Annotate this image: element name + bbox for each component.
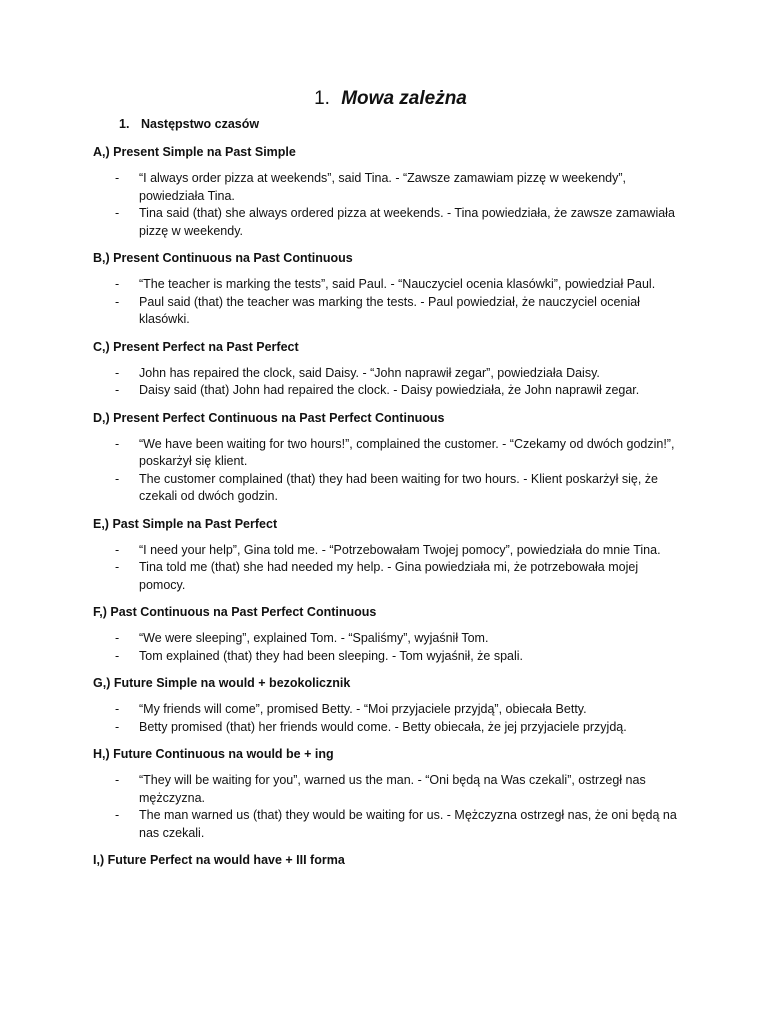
list-item-text: “I need your help”, Gina told me. - “Potrzebowałam Twojej pomocy”, powiedziała do mnie Tina. xyxy=(139,542,661,557)
list-item xyxy=(93,772,678,807)
sections-container xyxy=(93,144,678,869)
list-item-text: “We have been waiting for two hours!”, complained the customer. - “Czekamy od dwóch godzin!”, poskarżył się klient. xyxy=(139,436,675,468)
dash-bullet: - xyxy=(115,436,120,451)
section-heading: B,) Present Continuous na Past Continuous xyxy=(93,251,353,265)
section xyxy=(93,339,678,400)
page-title xyxy=(93,88,678,110)
list-item-text: Tina said (that) she always ordered pizza at weekends. - Tina powiedziała, że zawsze zamawiała pizzę w weekendy. xyxy=(139,206,675,238)
list-item-text: Paul said (that) the teacher was marking the tests. - Paul powiedział, że nauczyciel oceniał klasówki. xyxy=(139,294,640,326)
title-number: 1. xyxy=(314,88,330,109)
list-item-text: “They will be waiting for you”, warned us the man. - “Oni będą na Was czekali”, ostrzegł nas mężczyzna. xyxy=(139,773,646,805)
list-item xyxy=(93,719,678,737)
section xyxy=(93,250,678,329)
dash-bullet: - xyxy=(115,542,120,557)
list-item-text: “The teacher is marking the tests”, said Paul. - “Nauczyciel ocenia klasówki”, powiedział Paul. xyxy=(139,277,656,291)
list-item xyxy=(93,170,678,205)
list-item xyxy=(93,294,678,329)
section-heading: E,) Past Simple na Past Perfect xyxy=(93,516,278,531)
section xyxy=(93,675,678,736)
list-item-text: The customer complained (that) they had been waiting for two hours. - Klient poskarżył się, że czekali od dwóch godzin. xyxy=(139,471,659,503)
section-heading: A,) Present Simple na Past Simple xyxy=(93,145,296,159)
list-item-text: The man warned us (that) they would be waiting for us. - Mężczyzna ostrzegł nas, że oni będą na nas czekali. xyxy=(139,808,677,840)
dash-bullet: - xyxy=(115,365,120,380)
section-heading: I,) Future Perfect na would have + III forma xyxy=(93,853,345,867)
list-item xyxy=(93,630,678,648)
section xyxy=(93,144,678,240)
example-list xyxy=(93,276,678,329)
subheading-number: 1. xyxy=(119,117,130,131)
list-item-text: Tina told me (that) she had needed my help. - Gina powiedziała mi, że potrzebowała mojej pomocy. xyxy=(139,560,639,592)
dash-bullet: - xyxy=(115,383,120,397)
dash-bullet: - xyxy=(115,471,120,486)
list-item-text: “My friends will come”, promised Betty. - “Moi przyjaciele przyjdą”, obiecała Betty. xyxy=(139,702,587,716)
list-item-text: Daisy said (that) John had repaired the clock. - Daisy powiedziała, że John naprawił zegar. xyxy=(139,383,640,397)
example-list xyxy=(93,436,678,506)
list-item xyxy=(93,365,678,383)
example-list xyxy=(93,772,678,842)
section-heading: D,) Present Perfect Continuous na Past Perfect Continuous xyxy=(93,410,445,425)
section xyxy=(93,852,678,869)
example-list xyxy=(93,170,678,240)
list-item-text: Betty promised (that) her friends would come. - Betty obiecała, że jej przyjaciele przyjdą. xyxy=(139,719,627,734)
dash-bullet: - xyxy=(115,171,120,185)
section-heading: C,) Present Perfect na Past Perfect xyxy=(93,339,299,354)
subheading xyxy=(119,116,678,132)
list-item xyxy=(93,701,678,719)
title-text: Mowa zależna xyxy=(341,88,467,109)
section xyxy=(93,410,678,506)
list-item-text: John has repaired the clock, said Daisy. - “John naprawił zegar”, powiedziała Daisy. xyxy=(139,365,600,380)
example-list xyxy=(93,365,678,400)
list-item xyxy=(93,276,678,294)
section xyxy=(93,516,678,595)
list-item xyxy=(93,807,678,842)
dash-bullet: - xyxy=(115,560,120,574)
list-item-text: Tom explained (that) they had been sleeping. - Tom wyjaśnił, że spali. xyxy=(139,648,524,663)
example-list xyxy=(93,701,678,736)
list-item xyxy=(93,559,678,594)
list-item xyxy=(93,648,678,666)
list-item-text: “I always order pizza at weekends”, said Tina. - “Zawsze zamawiam pizzę w weekendy”, powiedziała Tina. xyxy=(139,171,626,203)
dash-bullet: - xyxy=(115,277,120,291)
section xyxy=(93,746,678,842)
dash-bullet: - xyxy=(115,648,120,663)
section-heading: H,) Future Continuous na would be + ing xyxy=(93,747,334,761)
section xyxy=(93,604,678,665)
dash-bullet: - xyxy=(115,294,120,309)
list-item xyxy=(93,382,678,400)
list-item xyxy=(93,542,678,560)
dash-bullet: - xyxy=(115,631,120,645)
dash-bullet: - xyxy=(115,808,120,822)
list-item xyxy=(93,436,678,471)
dash-bullet: - xyxy=(115,719,120,734)
subheading-text: Następstwo czasów xyxy=(141,117,260,131)
dash-bullet: - xyxy=(115,702,120,716)
example-list xyxy=(93,542,678,595)
section-heading: G,) Future Simple na would + bezokolicznik xyxy=(93,676,351,690)
list-item xyxy=(93,205,678,240)
dash-bullet: - xyxy=(115,773,120,787)
example-list xyxy=(93,630,678,665)
list-item-text: “We were sleeping”, explained Tom. - “Spaliśmy”, wyjaśnił Tom. xyxy=(139,631,489,645)
list-item xyxy=(93,471,678,506)
section-heading: F,) Past Continuous na Past Perfect Continuous xyxy=(93,605,377,619)
dash-bullet: - xyxy=(115,206,120,220)
